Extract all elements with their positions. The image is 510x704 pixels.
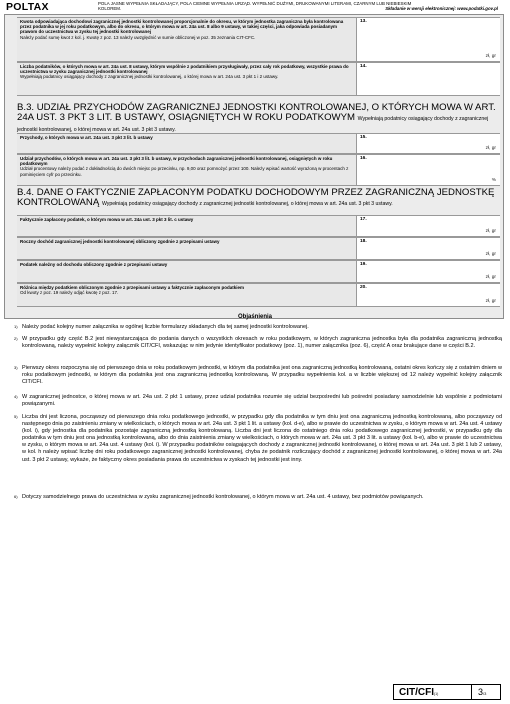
section-b4-title (17, 188, 503, 209)
section-b3-heading: B.3. UDZIAŁ PRZYCHODÓW ZAGRANICZNEJ JEDNOSTKI KONTROLOWANEJ, O KTÓRYCH MOWA W ART. 24A UST. 3 PKT 3 LIT. B USTAWY, OSIĄGNIĘTYCH W ROKU PODATKOWYM (17, 102, 496, 123)
page-total: /3 (483, 691, 487, 696)
note-text: W przypadku gdy część B.2 jest niewystarczająca do podania danych o wszystkich okresach w roku podatkowym, w których zagraniczna jednostka była dla podatnika zagraniczną jednostką kontrolowaną, należy wypełnić kolejny załącznik CIT/CFI, wskazując w nim jedynie identyfikator podatkowy (poz. 1), numer załącznika (poz. 6), część A oraz brakujące dane w części B.2. (22, 336, 502, 350)
field-number: 20. (360, 285, 367, 290)
field-row-13 (17, 17, 500, 62)
form-footer (393, 684, 501, 700)
field-label-hint: Należy podać sumę kwot z kol. j. Kwotę z poz. 13 należy uwzględnić w sumie obliczonej w poz. 35 zeznania CIT-CFC. (20, 34, 256, 40)
field-number: 13. (360, 19, 367, 24)
currency-unit: zł, gr (485, 229, 496, 234)
fill-instruction: POLA JASNE WYPEŁNIA SKŁADAJĄCY, POLA CIEMNE WYPEŁNIA URZĄD. WYPEŁNIĆ DUŻYMI, DRUKOWANYMI LITERAMI, CZARNYM LUB NIEBIESKIM KOLOREM. (98, 1, 412, 11)
field-label-main: Różnica między podatkiem obliczonym zgodnie z przepisami ustawy a faktycznie zapłaconym podatkiem (20, 285, 245, 290)
field-input-18[interactable] (357, 238, 500, 259)
field-label-main: Roczny dochód zagranicznej jednostki kontrolowanej obliczony zgodnie z przepisami ustawy (20, 239, 220, 244)
note-text: Należy podać kolejny numer załącznika w ogólnej liczbie formularzy składanych dla tej samej jednostki kontrolowanej. (22, 324, 309, 330)
field-label-main: Liczba podatników, o których mowa w art. 24a ust. 8 ustawy, którym wspólnie z podatnikiem przysługiwały, przez cały rok podatkowy, wszystkie prawa do uczestnictwa w zysku zagranicznej jednostki kontrolowanej (20, 64, 349, 75)
note-marker: 4) (14, 394, 18, 399)
note-marker: 1) (14, 324, 18, 329)
field-number: 14. (360, 64, 367, 69)
field-number: 17. (360, 217, 367, 222)
field-label (17, 155, 357, 185)
currency-unit: zł, gr (485, 299, 496, 304)
field-label (17, 284, 357, 306)
form-name (394, 685, 472, 699)
field-label (17, 261, 357, 282)
form-name-text: CIT/CFI (399, 687, 434, 698)
field-number: 18. (360, 239, 367, 244)
field-input-20[interactable] (357, 284, 500, 306)
field-input-14[interactable] (357, 63, 500, 95)
field-label-hint: Udział procentowy należy podać z dokładnością do dwóch miejsc po przecinku, np. 9,00 oraz pomnożyć przez 100. Należy wpisać wartość wyrażoną w procentach z pominięciem cyfr po przecinku. (20, 166, 349, 177)
field-label (17, 216, 357, 236)
field-number: 16. (360, 156, 367, 161)
poltax-logo: POLTAX (6, 1, 49, 13)
note-text: Dotyczy samodzielnego prawa do uczestnictwa w zysku zagranicznej jednostki kontrolowanej, o którym mowa w art. 24a ust. 4 ustawy, bez podmiotów powiązanych. (22, 494, 424, 500)
field-input-16[interactable] (357, 155, 500, 185)
field-input-13[interactable] (357, 18, 500, 61)
page-current: 3 (478, 687, 484, 697)
explanation-note-6 (12, 494, 502, 501)
section-b3-title (17, 103, 503, 135)
explanation-note-3 (12, 365, 502, 386)
currency-unit: zł, gr (485, 252, 496, 257)
explanation-note-1 (12, 324, 502, 331)
note-marker: 5) (14, 414, 18, 419)
field-label-main: Kwota odpowiadająca dochodowi zagranicznej jednostki kontrolowanej proporcjonalnie do okresu, w którym jednostka zagraniczna była kontrolowana przez podatnika w jej roku podatkowym, albo do okresu, o którym mowa w art. 24a ust. 8 albo 9 ustawy, w takiej części, jaka odpowiada posiadanym prawom do uczestnictwa w zysku tej jednostki kontrolowanej (20, 19, 344, 35)
field-row-17 (17, 215, 500, 237)
currency-unit: zł, gr (485, 275, 496, 280)
field-input-15[interactable] (357, 134, 500, 153)
form-version: (1) (434, 692, 439, 696)
field-label (17, 134, 357, 153)
explanation-note-5 (12, 414, 502, 464)
section-b3-subtitle: Wypełniają podatnicy osiągający dochody z zagranicznej jednostki kontrolowanej, o której mowa w art. 24a ust. 3 pkt 3 ustawy. (17, 116, 489, 133)
field-row-14 (17, 62, 500, 96)
field-input-19[interactable] (357, 261, 500, 282)
currency-unit: zł, gr (485, 54, 496, 59)
electronic-submission-note: Składanie w wersji elektronicznej: www.podatki.gov.pl (385, 6, 498, 11)
field-row-15 (17, 133, 500, 154)
note-text: Liczba dni jest liczona, począwszy od pierwszego dnia roku podatkowego jednostki, w przypadku gdy dla podatnika w tym dniu jest ona zagraniczną jednostką kontrolowaną, albo począwszy od następnego dnia po zaistnieniu zmiany w wielkościach, o których mowa w art. 24a ust. 3 pkt 1 lit. a ustawy (kol. d-e), albo w prawie do uczestnictwa w zysku, o którym mowa w art. 24a ust. 4 ustawy (kol. i), gdy jednostka dla podatnika pozostaje zagraniczną jednostką kontrolowaną. Liczba dni jest liczona do ostatniego dnia roku podatkowego zagranicznej jednostki, w przypadku gdy dla podatnika w tym dniu jest ona jednostką kontrolowaną, albo do dnia zaistnienia zmiany w wielkościach, o których mowa w art. 24a ust. 3 pkt 3 lit. a ustawy (kol. b-e), albo w prawie do uczestnictwa w zysku, o którym mowa w art. 24a ust. 4 ustawy (kol. i). W przypadku podatników osiągających dochody z zagranicznej jednostki kontrolowanej, o której mowa w art. 24a ust. 3 pkt 1 lub 2 ustawy, w kol. h należy wpisać liczbę dni roku podatkowego zagranicznej jednostki kontrolowanej, chyba że podatnik rozliczający dochód z zagranicznej jednostki kontrolowanej, o której mowa w art. 24a ust. 3 pkt 2 ustawy, wykaże, że faktyczny okres posiadania prawa do uczestnictwa w zyskach tej jednostki jest inny. (22, 414, 502, 463)
field-row-20 (17, 283, 500, 307)
field-label-hint: Wypełniają podatnicy osiągający dochody z zagranicznej jednostki kontrolowanej, o której mowa w art. 24a ust. 3 pkt 1 i 2 ustawy. (20, 74, 279, 80)
field-label (17, 238, 357, 259)
form-area (4, 14, 504, 319)
field-label-hint: Od kwoty z poz. 19 należy odjąć kwotę z poz. 17. (20, 290, 119, 296)
field-label-main: Udział przychodów, o których mowa w art. 24a ust. 3 pkt 3 lit. b ustawy, w przychodach zagranicznej jednostki kontrolowanej, osiągniętych w roku podatkowym (20, 156, 333, 167)
field-row-16 (17, 154, 500, 186)
field-label-main: Podatek należny od dochodu obliczony zgodnie z przepisami ustawy (20, 262, 168, 267)
field-row-19 (17, 260, 500, 283)
percent-unit: % (491, 178, 496, 183)
page-number (472, 685, 500, 699)
field-row-18 (17, 237, 500, 260)
field-label-main: Faktycznie zapłacony podatek, o którym mowa w art. 24a ust. 3 pkt 3 lit. c ustawy (20, 217, 194, 222)
note-text: W zagranicznej jednostce, o której mowa w art. 24a ust. 2 pkt 1 ustawy, przez udział podatnika rozumie się udział bezpośredni lub pośredni posiadany samodzielnie lub wspólnie z podmiotami powiązanymi. (22, 394, 502, 408)
section-b4-subtitle: Wypełniają podatnicy osiągający dochody z zagranicznej jednostki kontrolowanej, o której mowa w art. 24a ust. 3 pkt 3 ustawy. (101, 201, 393, 207)
field-label-main: Przychody, o których mowa w art. 24a ust. 3 pkt 3 lit. b ustawy (20, 135, 153, 140)
field-label (17, 18, 357, 61)
field-input-17[interactable] (357, 216, 500, 236)
field-label (17, 63, 357, 95)
currency-unit: zł, gr (485, 146, 496, 151)
field-number: 15. (360, 135, 367, 140)
note-text: Pierwszy okres rozpoczyna się od pierwszego dnia w roku podatkowym jednostki, w którym dla podatnika jest ona zagraniczną jednostką kontrolowaną, ostatni okres kończy się z ostatnim dniem w roku podatkowym jednostki, w którym dla podatnika jest ona zagraniczną jednostką kontrolowaną. W przypadku wypełnienia kol. a w liczbie większej od 12 należy wypełnić kolejny załącznik CIT/CFI. (22, 365, 502, 386)
explanation-note-2 (12, 336, 502, 350)
field-number: 19. (360, 262, 367, 267)
explanations-title: Objaśnienia (237, 314, 272, 320)
section-b4-heading: B.4. DANE O FAKTYCZNIE ZAPŁACONYM PODATKU DOCHODOWYM PRZEZ ZAGRANICZNĄ JEDNOSTKĘ KONTROLOWANĄ (17, 187, 495, 208)
note-marker: 3) (14, 365, 18, 370)
note-marker: 2) (14, 336, 18, 341)
note-marker: 6) (14, 494, 18, 499)
explanation-note-4 (12, 394, 502, 408)
